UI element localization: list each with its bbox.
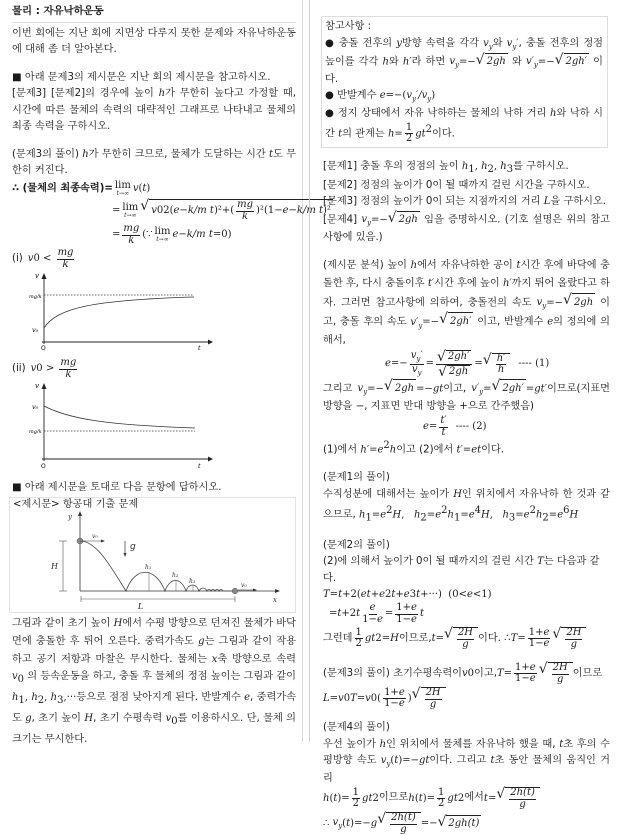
problem-1: [문제1] 충돌 후의 정점의 높이 $h_1$, $h_2$, $h_3$를 구하시오. [323, 160, 569, 175]
solution-1-text: 수직성분에 대해서는 높이가 H인 위치에서 자유낙하 한 것과 같으므로, $h_1=e^2H$, $h_2=e^2h_1=e^4H$, $h_3=e^2h_2=e^6H$ [323, 488, 611, 524]
figure-v0-label-start: v₀ [92, 533, 98, 541]
problem-3: [문제3] 정점의 높이가 0이 되는 지점까지의 거리 L을 구하시오. [323, 196, 607, 208]
graph1-y-axis-label: v [35, 272, 39, 281]
graph2-start-label: v₀ [32, 403, 39, 412]
velocity-graph-case2 [12, 380, 212, 470]
case1-condition: (i) v 0 < $\frac{mg}{k}$ [12, 247, 74, 270]
left-column [0, 0, 331, 745]
figure-x-label: x [273, 596, 277, 605]
figure-h1-label: h₁ [145, 564, 152, 572]
final-speed-equation-1: ∴ (물체의 최종속력)= lim t→∞ v ( t ) [12, 180, 151, 198]
problem3-text: [문제3] [문제2]의 경우에 높이 h가 무한히 높다고 가정할 때, 시간에 따른 물체의 속력의 대략적인 그래프로 나타내고 물체의 최종 속력을 구하시오. [12, 88, 296, 133]
reference-title: 참고사항 : [325, 21, 372, 32]
passage-box [9, 497, 296, 613]
case2-condition: (ii) v 0 > $\frac{mg}{k}$ [12, 357, 77, 380]
intro-paragraph: 이번 회에는 지난 회에 지면상 다루지 못한 문제와 자유낙하운동에 대해 좀 더 알아본다. [12, 27, 296, 56]
velocity-relation: 그리고 $v_y=-$ √ 2gh =−gt이고, $v'_y=$ √ 2gh′ =gt′이므로(지표면 방향을 −, 지표면 반대 방향을 +으로 간주했음) [323, 377, 610, 413]
solution-3-result: L = v 0 T = v 0 ( $\frac{1+e}{1-e}$ ) √ $\frac{2H}{g}$ [323, 687, 610, 710]
document-title: 물리 : 자유낙하운동 [12, 3, 296, 23]
problem-2: [문제2] 정점의 높이가 0이 될 때까지 걸린 시간을 구하시오. [323, 179, 590, 191]
right-column [309, 0, 620, 835]
passage-label: <제시문> 항공대 기출 문제 [13, 499, 139, 510]
passage-analysis: (제시문 분석) 높이 h에서 자유낙하한 공이 t시간 후에 바닥에 충돌한 후, 다시 충돌이후 t′시간 후에 높이 h′까지 튀어 올랐다고 하자. 그러면 참고사항에 의하여, 충돌전의 속도 $v_y=-$ √ 2gh 이고, 충돌 후의 속도 $v'_y=-$ √ 2gh′ 이고, 반발계수 e의 정의에 의해서, [323, 260, 610, 346]
reference-item-2: ● 반발계수 $e=-(v_y'/v_y)$ [325, 90, 436, 104]
equation-2: e = $\frac{t'}{t}$ ---- (2) [423, 415, 487, 438]
problem-list [323, 159, 610, 247]
reference-item-1: ● 충돌 전후의 y방향 속력을 각각 $v_y$와 $v_y'$, 충돌 전후의 정점 높이를 각각 h와 h′라 하면 $v_y=-$ √ 2gh 와 $v'_y=-$ √ 2gh′ 이다. [325, 37, 603, 85]
graph2-y-axis-label: v [35, 382, 39, 391]
solution-4-result: ∴ $v_y$ ( t )=− g √ $\frac{2h(t)}{g}$ =− √ 2gh(t) [323, 811, 480, 835]
solution-2-series: T = t +2( et + e 2 t + e 3 t +···) (0< e <1) [323, 589, 492, 601]
graph1-origin-label: O [41, 345, 46, 353]
solution-4-text: 우선 높이가 h인 위치에서 물체를 자유낙하 했을 때, t초 후의 수평방향 속도 $v_y(t)=-gt$이다. 그리고 t초 동안 물체의 움직인 거리 [323, 738, 610, 784]
figure-y-label: y [68, 513, 72, 522]
figure-v0-label-end: v₀ [241, 582, 247, 590]
figure-h2-label: h₂ [172, 572, 179, 580]
solution-2-result: 그런데 $\frac{1}{2}$ gt 2 = H 이므로, t = √ $\frac{2H}{g}$ 이다. ∴ T = $\frac{1+e}{1-e}$ √ $\frac{2H}{g}$ [323, 627, 610, 650]
graph2-x-axis-label: t [198, 462, 201, 471]
reference-item-3: ● 정지 상태에서 자유 낙하하는 물체의 낙하 거리 h와 낙하 시간 t의 관계는 h= $\frac{1}{2}$ $gt^2$이다. [325, 107, 603, 145]
solution-1-title: (문제1의 풀이) [323, 471, 390, 483]
final-speed-equation-3: = $\frac{mg}{k}$ (∵ lim t→∞ e −k/m t =0) [112, 223, 232, 246]
figure-H-label: H [51, 562, 58, 572]
solution-3-text: (문제3의 풀이) 초기수평속력이 v 0 이고, T = $\frac{1+e}{1-e}$ √ $\frac{2H}{g}$ 이므로 [323, 661, 603, 685]
figure-h3-label: h₃ [189, 578, 196, 586]
solution-4-title: (문제4의 풀이) [323, 722, 390, 734]
bounce-figure [13, 511, 293, 603]
graph2-origin-label: O [41, 463, 46, 471]
figure-L-label: L [137, 602, 144, 612]
problem-4: [문제4] $v_y=-$ √ 2gh 임을 증명하시오. (기호 설명은 위의 참고사항에 있음.) [323, 209, 610, 243]
final-speed-equation-2: = lim t→∞ √ v 0 2 ( e −k/m t )²+( $\frac{mg}{k}$ )²(1− e −k/m t )² [112, 198, 331, 222]
velocity-graph-case1 [12, 270, 212, 353]
graph1-asymptote-label: mg/k [29, 294, 42, 301]
graph1-start-label: v₀ [32, 326, 39, 335]
solution-2-title: (문제2의 풀이) [323, 539, 390, 551]
graph2-asymptote-label: mg/k [29, 429, 42, 436]
passage-text: 그림과 같이 초기 높이 H에서 수평 방향으로 던져진 물체가 바닥면에 충돌한 후 튀어 오른다. 중력가속도 g는 그림과 같이 작용하고 공기 저항과 마찰은 무시한다. 물체는 x축 방향으로 속력 $v_0$ 의 등속운동을 하고, 충돌 후 물체의 정점 높이는 그림과 같이 $h_1$, $h_2$, $h_3,\cdot\cdot\cdot$등으로 점점 낮아지게 된다. 반발계수 e, 중력가속도 g, 초기 높이 H, 초기 수평속력 $v_0$를 이용하시오. 단, 물체 의 크기는 무시한다. [12, 618, 297, 745]
solution-2-sum: = t +2 t $\frac{e}{1-e}$ = $\frac{1+e}{1-e}$ t [329, 602, 424, 625]
notice-passage: ■ 아래 제시문을 토대로 다음 문항에 답하시오. [12, 482, 222, 494]
derived-relations: (1)에서 $h'=e^2h$이고 (2)에서 t′=et이다. [323, 440, 505, 456]
solution-4-distance: h ( t )= $\frac{1}{2}$ gt 2 이므로 h ( t )= $\frac{1}{2}$ gt 2 에서 t = √ $\frac{2h(t)}{g}$ [323, 787, 610, 810]
reference-box [321, 16, 608, 148]
notice-problem3: ■ 아래 문제3의 제시문은 지난 회의 제시문을 참고하시오. [12, 71, 271, 83]
solution-2-intro: (2)에 의해서 높이가 0이 될 때까지의 걸린 시간 T는 다음과 같다. [323, 556, 600, 584]
graph1-x-axis-label: t [198, 344, 201, 353]
figure-g-label: g [130, 542, 136, 553]
equation-1: e =− $\frac{v_y'}{v_y}$ = √ 2gh′ √ 2gh = √ $\frac{h'}{h}$ ---- (1) [385, 348, 550, 380]
solution3-text: (문제3의 풀이) h가 무한히 크므로, 물체가 도달하는 시간 t도 무한히 커진다. [12, 148, 297, 177]
